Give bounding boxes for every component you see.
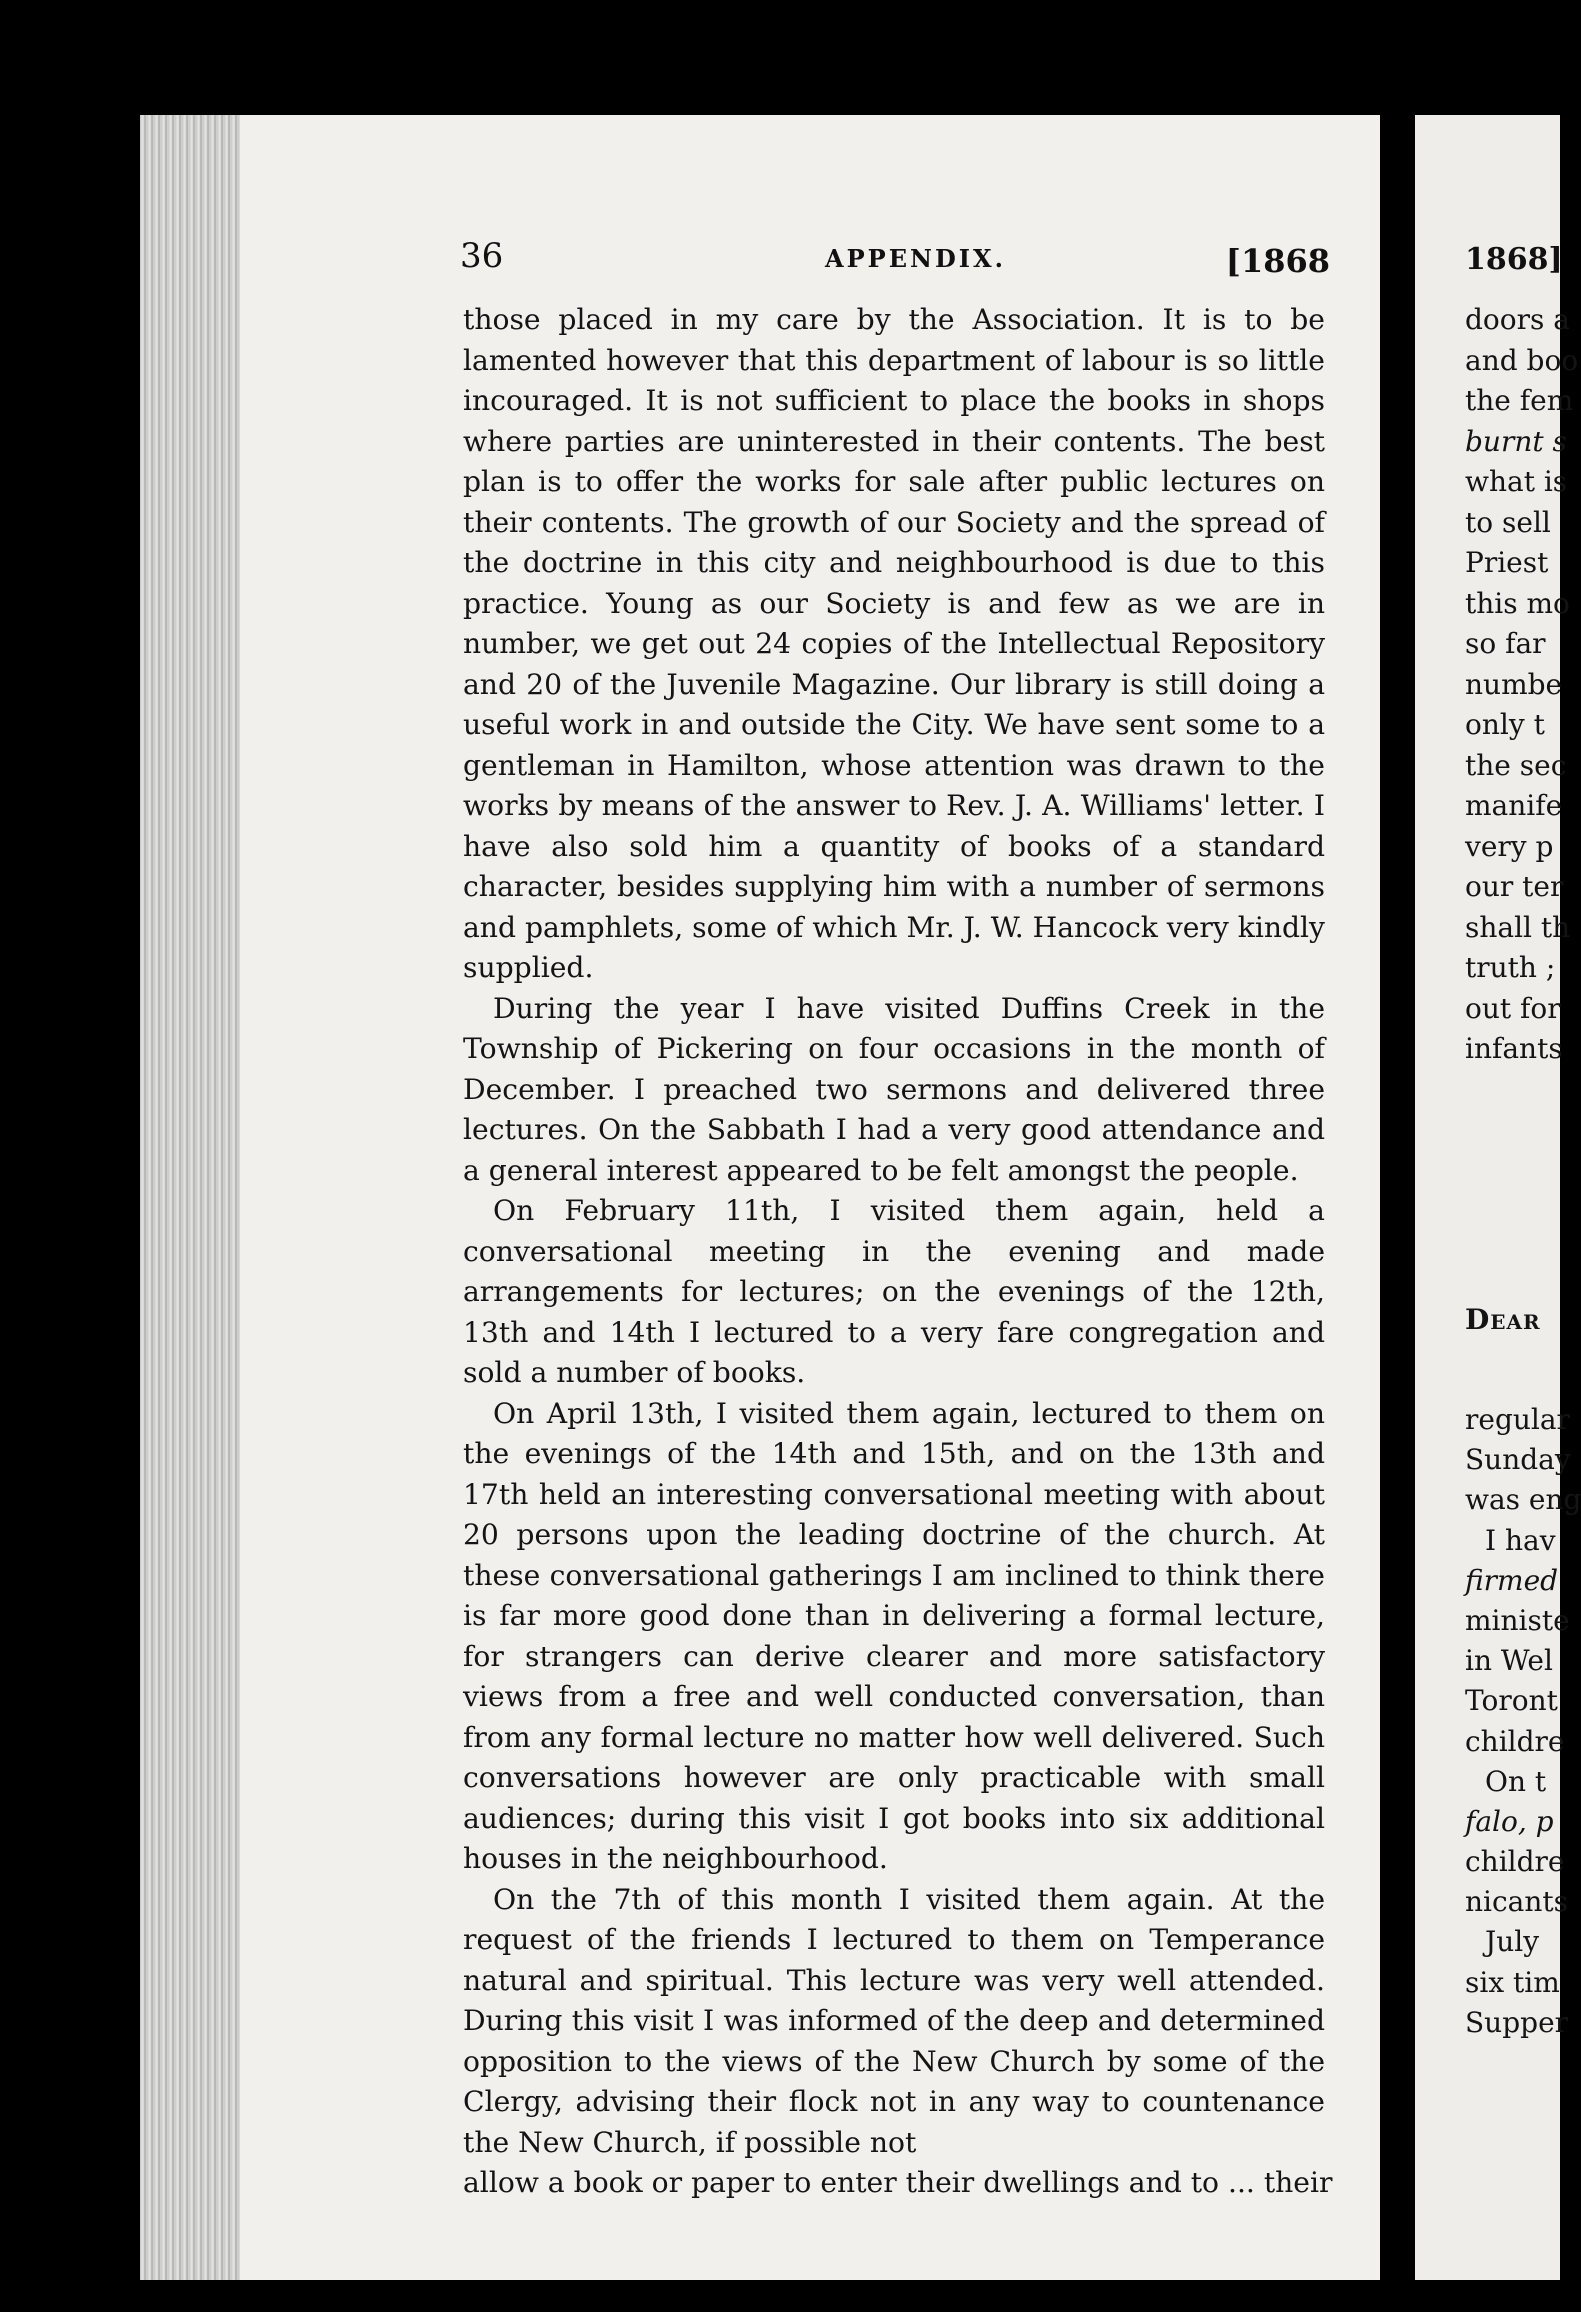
text-line: truth ; [1465,951,1556,984]
text-line: ministe [1465,1603,1570,1637]
right-page-text-top [1465,300,1579,1070]
running-title: APPENDIX. [825,244,1006,273]
text-line: manife [1465,789,1563,822]
running-header [460,232,1330,292]
text-line: I hav [1485,1523,1556,1557]
text-line: Sunday [1465,1443,1571,1477]
text-line: what is [1465,465,1568,498]
text-line: Priest [1465,546,1549,579]
text-line: so far [1465,627,1546,660]
page-gutter [1380,115,1415,2280]
text-line: out for [1465,991,1561,1025]
text-line: the fem [1465,384,1574,417]
text-line: very p [1465,829,1554,863]
header-year: [1868 [1225,242,1330,280]
text-line: Supper [1465,2005,1569,2039]
paragraph: those placed in my care by the Association. It is to be lamented however that this department of labour is so little incouraged. It is not sufficient to place the books in shops where parties are uninterested in their contents. The best plan is to offer the works for sale after public lectures on their contents. The growth of our Society and the spread of the doctrine in this city and neighbourhood is due to this practice. Young as our Society is and few as we are in number, we get out 24 copies of the Intellectual Repository and 20 of the Juvenile Magazine. Our library is still doing a useful work in and outside the City. We have sent some to a gentleman in Hamilton, whose attention was drawn to the works by means of the answer to Rev. J. A. Williams' letter. I have also sold him a quantity of books of a standard character, besides supplying him with a number of sermons and pamphlets, some of which Mr. J. W. Hancock very kindly supplied. [463,303,1325,984]
text-line: shall th [1465,910,1571,944]
text-line: Toront [1465,1684,1558,1718]
paragraph-cut-line: allow a book or paper to enter their dwellings and to ... their [463,2166,1333,2199]
right-page-header: 1868] [1465,242,1563,277]
page-number: 36 [460,236,504,276]
text-line: in Wel [1465,1644,1553,1678]
text-line: to sell [1465,505,1551,539]
text-line: this mo [1465,586,1570,620]
text-line: the sec [1465,748,1567,782]
text-line: childre [1465,1845,1565,1879]
text-line: numbe [1465,667,1563,701]
page-edge-binding [140,115,240,2280]
text-line: our ter [1465,870,1564,903]
scan-left-margin [0,0,140,2312]
text-line: regular [1465,1403,1570,1436]
text-line: On t [1485,1764,1547,1798]
text-line: infants [1465,1032,1563,1065]
paragraph: On the 7th of this month I visited them again. At the request of the friends I lectured to them on Temperance natural and spiritual. This lecture was very well attended. During this visit I was informed of the deep and determined opposition to the views of the New Church by some of the Clergy, advising their flock not in any way to countenance the New Church, if possible not [463,1882,1325,2159]
salutation: Dear [1465,1303,1541,1336]
text-line: firmed [1465,1563,1559,1597]
paragraph: On April 13th, I visited them again, lectured to them on the evenings of the 14th and 15th, and on the 13th and 17th held an interesting conversational meeting with about 20 persons upon the leading doctrine of the church. At these conversational gatherings I am inclined to think there is far more good done than in delivering a formal lecture, for strangers can derive clearer and more satisfactory views from a free and well conducted conversation, than from any formal lecture no matter how well delivered. Such conversations however are only practicable with small audiences; during this visit I got books into six additional houses in the neighbourhood. [463,1396,1325,1875]
text-line: nicants [1465,1885,1569,1919]
text-line: childre [1465,1724,1565,1758]
text-line: doors a [1465,303,1570,336]
text-line: six tim [1465,1965,1560,1999]
paragraph: On February 11th, I visited them again, held a conversational meeting in the evening and made arrangements for lectures; on the evenings of the 12th, 13th and 14th I lectured to a very fare congregation and sold a number of books. [463,1194,1325,1389]
text-line: was eng [1465,1483,1581,1517]
text-line: falo, p [1465,1804,1554,1838]
text-line: July [1485,1925,1540,1959]
text-line: burnt s [1465,424,1567,458]
right-page-text-bottom [1465,1300,1581,2043]
body-text [463,300,1333,2199]
text-line: only t [1465,708,1545,741]
text-line: and boo [1465,343,1579,377]
paragraph: During the year I have visited Duffins Creek in the Township of Pickering on four occasions in the month of December. I preached two sermons and delivered three lectures. On the Sabbath I had a very good attendance and a general interest appeared to be felt amongst the people. [463,991,1325,1187]
